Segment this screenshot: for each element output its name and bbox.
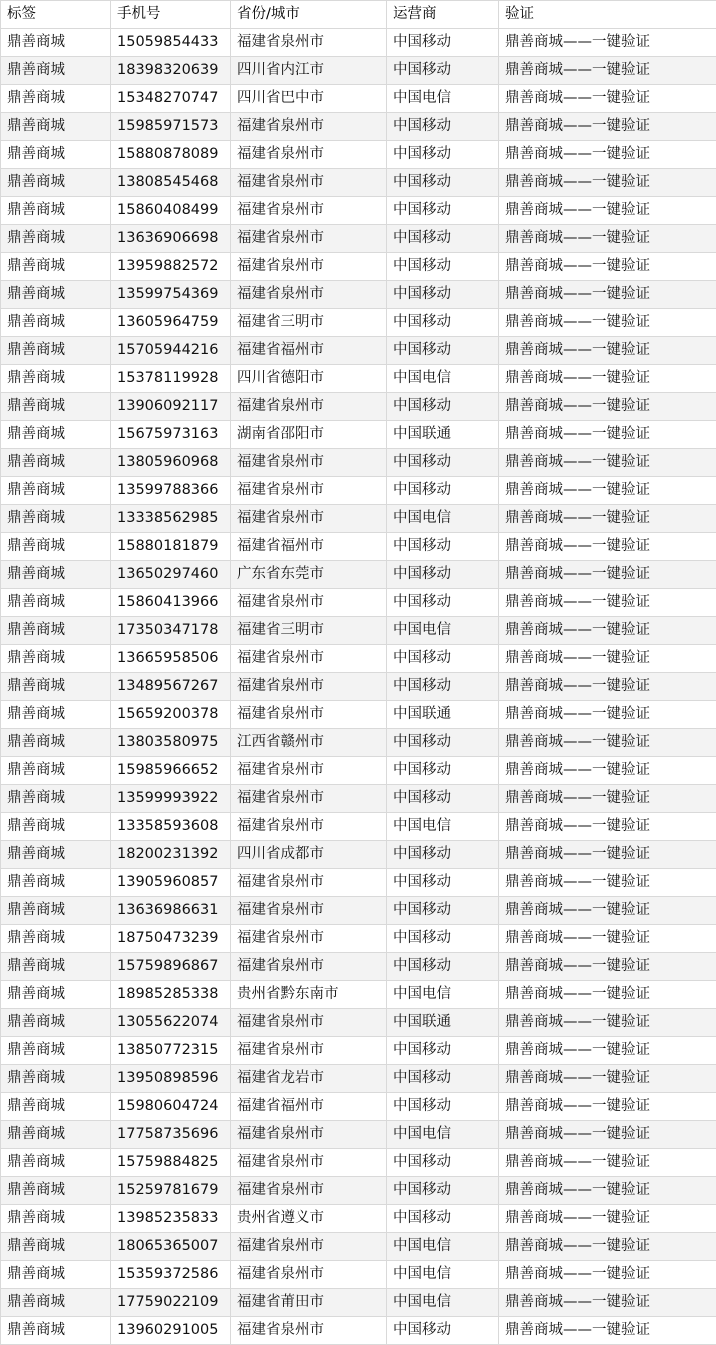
cell-verify[interactable]: 鼎善商城——一键验证 [499, 113, 716, 141]
cell-label[interactable]: 鼎善商城 [1, 617, 111, 645]
column-header-4[interactable]: 验证 [499, 1, 716, 29]
table-row[interactable] [1, 953, 716, 981]
cell-carrier[interactable]: 中国移动 [387, 253, 499, 281]
cell-carrier[interactable]: 中国移动 [387, 393, 499, 421]
table-row[interactable] [1, 365, 716, 393]
table-row[interactable] [1, 253, 716, 281]
cell-label[interactable]: 鼎善商城 [1, 1121, 111, 1149]
cell-carrier[interactable]: 中国移动 [387, 561, 499, 589]
cell-phone[interactable]: 15860413966 [111, 589, 231, 617]
cell-verify[interactable]: 鼎善商城——一键验证 [499, 169, 716, 197]
cell-verify[interactable]: 鼎善商城——一键验证 [499, 1317, 716, 1345]
cell-verify[interactable]: 鼎善商城——一键验证 [499, 841, 716, 869]
cell-verify[interactable]: 鼎善商城——一键验证 [499, 617, 716, 645]
cell-carrier[interactable]: 中国移动 [387, 197, 499, 225]
cell-phone[interactable]: 13338562985 [111, 505, 231, 533]
cell-verify[interactable]: 鼎善商城——一键验证 [499, 449, 716, 477]
cell-carrier[interactable]: 中国移动 [387, 673, 499, 701]
cell-label[interactable]: 鼎善商城 [1, 141, 111, 169]
table-row[interactable] [1, 841, 716, 869]
cell-region[interactable]: 福建省泉州市 [231, 225, 387, 253]
table-row[interactable] [1, 449, 716, 477]
cell-carrier[interactable]: 中国移动 [387, 785, 499, 813]
cell-carrier[interactable]: 中国移动 [387, 449, 499, 477]
cell-verify[interactable]: 鼎善商城——一键验证 [499, 729, 716, 757]
cell-verify[interactable]: 鼎善商城——一键验证 [499, 561, 716, 589]
cell-carrier[interactable]: 中国移动 [387, 1037, 499, 1065]
cell-carrier[interactable]: 中国联通 [387, 421, 499, 449]
cell-label[interactable]: 鼎善商城 [1, 673, 111, 701]
cell-verify[interactable]: 鼎善商城——一键验证 [499, 393, 716, 421]
cell-phone[interactable]: 15378119928 [111, 365, 231, 393]
cell-label[interactable]: 鼎善商城 [1, 449, 111, 477]
cell-label[interactable]: 鼎善商城 [1, 589, 111, 617]
cell-phone[interactable]: 13605964759 [111, 309, 231, 337]
cell-carrier[interactable]: 中国移动 [387, 1177, 499, 1205]
cell-phone[interactable]: 15880181879 [111, 533, 231, 561]
cell-verify[interactable]: 鼎善商城——一键验证 [499, 981, 716, 1009]
cell-phone[interactable]: 13950898596 [111, 1065, 231, 1093]
cell-region[interactable]: 福建省福州市 [231, 337, 387, 365]
cell-verify[interactable]: 鼎善商城——一键验证 [499, 85, 716, 113]
cell-phone[interactable]: 15705944216 [111, 337, 231, 365]
table-row[interactable] [1, 617, 716, 645]
cell-phone[interactable]: 13636906698 [111, 225, 231, 253]
cell-verify[interactable]: 鼎善商城——一键验证 [499, 1121, 716, 1149]
cell-verify[interactable]: 鼎善商城——一键验证 [499, 1065, 716, 1093]
table-row[interactable] [1, 477, 716, 505]
cell-label[interactable]: 鼎善商城 [1, 253, 111, 281]
cell-phone[interactable]: 13805960968 [111, 449, 231, 477]
cell-label[interactable]: 鼎善商城 [1, 561, 111, 589]
cell-phone[interactable]: 18200231392 [111, 841, 231, 869]
table-row[interactable] [1, 337, 716, 365]
cell-carrier[interactable]: 中国移动 [387, 1317, 499, 1345]
cell-label[interactable]: 鼎善商城 [1, 1093, 111, 1121]
cell-verify[interactable]: 鼎善商城——一键验证 [499, 225, 716, 253]
cell-carrier[interactable]: 中国移动 [387, 29, 499, 57]
cell-carrier[interactable]: 中国移动 [387, 337, 499, 365]
cell-region[interactable]: 福建省泉州市 [231, 869, 387, 897]
table-row[interactable] [1, 309, 716, 337]
cell-phone[interactable]: 15860408499 [111, 197, 231, 225]
cell-label[interactable]: 鼎善商城 [1, 1065, 111, 1093]
table-header-row [1, 1, 716, 29]
cell-verify[interactable]: 鼎善商城——一键验证 [499, 645, 716, 673]
cell-carrier[interactable]: 中国移动 [387, 757, 499, 785]
cell-label[interactable]: 鼎善商城 [1, 757, 111, 785]
cell-carrier[interactable]: 中国电信 [387, 1289, 499, 1317]
cell-phone[interactable]: 13959882572 [111, 253, 231, 281]
cell-label[interactable]: 鼎善商城 [1, 281, 111, 309]
cell-label[interactable]: 鼎善商城 [1, 701, 111, 729]
cell-verify[interactable]: 鼎善商城——一键验证 [499, 1289, 716, 1317]
table-row[interactable] [1, 1289, 716, 1317]
cell-verify[interactable]: 鼎善商城——一键验证 [499, 813, 716, 841]
cell-region[interactable]: 福建省泉州市 [231, 897, 387, 925]
cell-region[interactable]: 福建省泉州市 [231, 813, 387, 841]
cell-carrier[interactable]: 中国移动 [387, 1205, 499, 1233]
cell-label[interactable]: 鼎善商城 [1, 169, 111, 197]
cell-phone[interactable]: 15348270747 [111, 85, 231, 113]
cell-label[interactable]: 鼎善商城 [1, 421, 111, 449]
table-row[interactable] [1, 141, 716, 169]
cell-region[interactable]: 福建省泉州市 [231, 1037, 387, 1065]
cell-carrier[interactable]: 中国移动 [387, 897, 499, 925]
table-row[interactable] [1, 533, 716, 561]
cell-carrier[interactable]: 中国移动 [387, 1149, 499, 1177]
cell-phone[interactable]: 13803580975 [111, 729, 231, 757]
cell-carrier[interactable]: 中国电信 [387, 1121, 499, 1149]
cell-label[interactable]: 鼎善商城 [1, 113, 111, 141]
cell-phone[interactable]: 15675973163 [111, 421, 231, 449]
cell-carrier[interactable]: 中国联通 [387, 1009, 499, 1037]
cell-carrier[interactable]: 中国移动 [387, 57, 499, 85]
cell-carrier[interactable]: 中国移动 [387, 841, 499, 869]
cell-region[interactable]: 福建省泉州市 [231, 1009, 387, 1037]
cell-phone[interactable]: 13808545468 [111, 169, 231, 197]
cell-phone[interactable]: 17350347178 [111, 617, 231, 645]
cell-region[interactable]: 福建省泉州市 [231, 1121, 387, 1149]
cell-phone[interactable]: 15985971573 [111, 113, 231, 141]
cell-carrier[interactable]: 中国移动 [387, 281, 499, 309]
table-row[interactable] [1, 1093, 716, 1121]
cell-region[interactable]: 福建省泉州市 [231, 953, 387, 981]
cell-region[interactable]: 福建省泉州市 [231, 645, 387, 673]
table-row[interactable] [1, 1121, 716, 1149]
cell-region[interactable]: 湖南省邵阳市 [231, 421, 387, 449]
table-row[interactable] [1, 197, 716, 225]
table-row[interactable] [1, 785, 716, 813]
cell-verify[interactable]: 鼎善商城——一键验证 [499, 953, 716, 981]
cell-label[interactable]: 鼎善商城 [1, 337, 111, 365]
cell-verify[interactable]: 鼎善商城——一键验证 [499, 337, 716, 365]
table-row[interactable] [1, 1205, 716, 1233]
cell-phone[interactable]: 17759022109 [111, 1289, 231, 1317]
cell-verify[interactable]: 鼎善商城——一键验证 [499, 1177, 716, 1205]
cell-label[interactable]: 鼎善商城 [1, 785, 111, 813]
cell-verify[interactable]: 鼎善商城——一键验证 [499, 1233, 716, 1261]
cell-region[interactable]: 福建省泉州市 [231, 253, 387, 281]
cell-phone[interactable]: 13599754369 [111, 281, 231, 309]
cell-phone[interactable]: 15059854433 [111, 29, 231, 57]
cell-label[interactable]: 鼎善商城 [1, 897, 111, 925]
cell-label[interactable]: 鼎善商城 [1, 1261, 111, 1289]
cell-carrier[interactable]: 中国移动 [387, 729, 499, 757]
cell-verify[interactable]: 鼎善商城——一键验证 [499, 925, 716, 953]
cell-phone[interactable]: 13985235833 [111, 1205, 231, 1233]
cell-region[interactable]: 福建省泉州市 [231, 1149, 387, 1177]
cell-label[interactable]: 鼎善商城 [1, 1289, 111, 1317]
cell-verify[interactable]: 鼎善商城——一键验证 [499, 197, 716, 225]
cell-carrier[interactable]: 中国电信 [387, 1261, 499, 1289]
cell-phone[interactable]: 15880878089 [111, 141, 231, 169]
table-row[interactable] [1, 1149, 716, 1177]
cell-label[interactable]: 鼎善商城 [1, 533, 111, 561]
cell-verify[interactable]: 鼎善商城——一键验证 [499, 365, 716, 393]
table-row[interactable] [1, 729, 716, 757]
cell-region[interactable]: 福建省福州市 [231, 533, 387, 561]
cell-region[interactable]: 福建省泉州市 [231, 505, 387, 533]
cell-verify[interactable]: 鼎善商城——一键验证 [499, 57, 716, 85]
cell-phone[interactable]: 15759884825 [111, 1149, 231, 1177]
cell-phone[interactable]: 13650297460 [111, 561, 231, 589]
cell-label[interactable]: 鼎善商城 [1, 309, 111, 337]
cell-region[interactable]: 福建省泉州市 [231, 281, 387, 309]
cell-verify[interactable]: 鼎善商城——一键验证 [499, 477, 716, 505]
cell-label[interactable]: 鼎善商城 [1, 29, 111, 57]
cell-region[interactable]: 福建省泉州市 [231, 141, 387, 169]
cell-label[interactable]: 鼎善商城 [1, 477, 111, 505]
cell-phone[interactable]: 15259781679 [111, 1177, 231, 1205]
table-row[interactable] [1, 869, 716, 897]
table-row[interactable] [1, 897, 716, 925]
cell-region[interactable]: 福建省泉州市 [231, 449, 387, 477]
table-row[interactable] [1, 701, 716, 729]
table-row[interactable] [1, 225, 716, 253]
cell-region[interactable]: 福建省泉州市 [231, 673, 387, 701]
cell-label[interactable]: 鼎善商城 [1, 869, 111, 897]
cell-verify[interactable]: 鼎善商城——一键验证 [499, 869, 716, 897]
cell-label[interactable]: 鼎善商城 [1, 729, 111, 757]
cell-region[interactable]: 四川省德阳市 [231, 365, 387, 393]
table-row[interactable] [1, 813, 716, 841]
cell-carrier[interactable]: 中国移动 [387, 309, 499, 337]
cell-phone[interactable]: 13906092117 [111, 393, 231, 421]
cell-verify[interactable]: 鼎善商城——一键验证 [499, 785, 716, 813]
cell-phone[interactable]: 13665958506 [111, 645, 231, 673]
cell-verify[interactable]: 鼎善商城——一键验证 [499, 1009, 716, 1037]
cell-region[interactable]: 福建省龙岩市 [231, 1065, 387, 1093]
cell-phone[interactable]: 13055622074 [111, 1009, 231, 1037]
cell-carrier[interactable]: 中国联通 [387, 701, 499, 729]
cell-carrier[interactable]: 中国移动 [387, 645, 499, 673]
table-row[interactable] [1, 1177, 716, 1205]
table-row[interactable] [1, 589, 716, 617]
cell-verify[interactable]: 鼎善商城——一键验证 [499, 1261, 716, 1289]
cell-label[interactable]: 鼎善商城 [1, 1149, 111, 1177]
cell-region[interactable]: 福建省莆田市 [231, 1289, 387, 1317]
cell-region[interactable]: 福建省泉州市 [231, 1261, 387, 1289]
cell-carrier[interactable]: 中国移动 [387, 953, 499, 981]
cell-label[interactable]: 鼎善商城 [1, 1177, 111, 1205]
cell-carrier[interactable]: 中国电信 [387, 365, 499, 393]
cell-carrier[interactable]: 中国电信 [387, 617, 499, 645]
cell-region[interactable]: 四川省成都市 [231, 841, 387, 869]
table-row[interactable] [1, 85, 716, 113]
cell-carrier[interactable]: 中国移动 [387, 925, 499, 953]
cell-phone[interactable]: 13358593608 [111, 813, 231, 841]
cell-region[interactable]: 福建省泉州市 [231, 113, 387, 141]
cell-verify[interactable]: 鼎善商城——一键验证 [499, 309, 716, 337]
cell-region[interactable]: 福建省泉州市 [231, 393, 387, 421]
cell-phone[interactable]: 18750473239 [111, 925, 231, 953]
cell-carrier[interactable]: 中国电信 [387, 981, 499, 1009]
cell-region[interactable]: 四川省内江市 [231, 57, 387, 85]
cell-carrier[interactable]: 中国移动 [387, 225, 499, 253]
cell-region[interactable]: 贵州省黔东南市 [231, 981, 387, 1009]
cell-label[interactable]: 鼎善商城 [1, 365, 111, 393]
table-row[interactable] [1, 1261, 716, 1289]
cell-phone[interactable]: 15759896867 [111, 953, 231, 981]
cell-carrier[interactable]: 中国移动 [387, 141, 499, 169]
cell-region[interactable]: 贵州省遵义市 [231, 1205, 387, 1233]
column-header-2[interactable]: 省份/城市 [231, 1, 387, 29]
table-header [1, 1, 716, 29]
table-row[interactable] [1, 29, 716, 57]
cell-phone[interactable]: 13599788366 [111, 477, 231, 505]
cell-carrier[interactable]: 中国移动 [387, 477, 499, 505]
table-row[interactable] [1, 1037, 716, 1065]
cell-region[interactable]: 福建省泉州市 [231, 925, 387, 953]
table-row[interactable] [1, 169, 716, 197]
cell-carrier[interactable]: 中国移动 [387, 1065, 499, 1093]
cell-phone[interactable]: 18985285338 [111, 981, 231, 1009]
cell-verify[interactable]: 鼎善商城——一键验证 [499, 757, 716, 785]
cell-phone[interactable]: 15985966652 [111, 757, 231, 785]
cell-region[interactable]: 福建省泉州市 [231, 29, 387, 57]
table-row[interactable] [1, 393, 716, 421]
cell-carrier[interactable]: 中国电信 [387, 85, 499, 113]
cell-carrier[interactable]: 中国移动 [387, 113, 499, 141]
cell-region[interactable]: 江西省赣州市 [231, 729, 387, 757]
cell-region[interactable]: 福建省泉州市 [231, 477, 387, 505]
cell-label[interactable]: 鼎善商城 [1, 925, 111, 953]
table-row[interactable] [1, 1233, 716, 1261]
cell-carrier[interactable]: 中国移动 [387, 169, 499, 197]
cell-verify[interactable]: 鼎善商城——一键验证 [499, 253, 716, 281]
table-row[interactable] [1, 561, 716, 589]
cell-carrier[interactable]: 中国移动 [387, 1093, 499, 1121]
cell-label[interactable]: 鼎善商城 [1, 57, 111, 85]
cell-verify[interactable]: 鼎善商城——一键验证 [499, 29, 716, 57]
cell-phone[interactable]: 13960291005 [111, 1317, 231, 1345]
cell-carrier[interactable]: 中国电信 [387, 813, 499, 841]
cell-verify[interactable]: 鼎善商城——一键验证 [499, 1093, 716, 1121]
cell-label[interactable]: 鼎善商城 [1, 197, 111, 225]
cell-carrier[interactable]: 中国移动 [387, 533, 499, 561]
table-row[interactable] [1, 505, 716, 533]
table-row[interactable] [1, 925, 716, 953]
cell-carrier[interactable]: 中国移动 [387, 589, 499, 617]
cell-region[interactable]: 福建省福州市 [231, 1093, 387, 1121]
table-row[interactable] [1, 281, 716, 309]
cell-label[interactable]: 鼎善商城 [1, 1205, 111, 1233]
cell-verify[interactable]: 鼎善商城——一键验证 [499, 1205, 716, 1233]
cell-label[interactable]: 鼎善商城 [1, 953, 111, 981]
cell-verify[interactable]: 鼎善商城——一键验证 [499, 673, 716, 701]
table-row[interactable] [1, 113, 716, 141]
cell-region[interactable]: 福建省泉州市 [231, 785, 387, 813]
table-row[interactable] [1, 1065, 716, 1093]
cell-carrier[interactable]: 中国电信 [387, 505, 499, 533]
cell-label[interactable]: 鼎善商城 [1, 85, 111, 113]
cell-region[interactable]: 福建省泉州市 [231, 1233, 387, 1261]
cell-verify[interactable]: 鼎善商城——一键验证 [499, 505, 716, 533]
cell-phone[interactable]: 15659200378 [111, 701, 231, 729]
cell-verify[interactable]: 鼎善商城——一键验证 [499, 281, 716, 309]
cell-region[interactable]: 广东省东莞市 [231, 561, 387, 589]
cell-phone[interactable]: 13599993922 [111, 785, 231, 813]
column-header-3[interactable]: 运营商 [387, 1, 499, 29]
column-header-0[interactable]: 标签 [1, 1, 111, 29]
table-row[interactable] [1, 673, 716, 701]
table-row[interactable] [1, 1317, 716, 1345]
cell-region[interactable]: 福建省三明市 [231, 617, 387, 645]
cell-phone[interactable]: 13850772315 [111, 1037, 231, 1065]
cell-region[interactable]: 福建省泉州市 [231, 701, 387, 729]
cell-region[interactable]: 福建省泉州市 [231, 589, 387, 617]
cell-verify[interactable]: 鼎善商城——一键验证 [499, 701, 716, 729]
table-body [1, 29, 716, 1345]
cell-phone[interactable]: 15359372586 [111, 1261, 231, 1289]
cell-region[interactable]: 福建省泉州市 [231, 169, 387, 197]
cell-phone[interactable]: 13636986631 [111, 897, 231, 925]
cell-label[interactable]: 鼎善商城 [1, 813, 111, 841]
column-header-1[interactable]: 手机号 [111, 1, 231, 29]
table-row[interactable] [1, 981, 716, 1009]
cell-verify[interactable]: 鼎善商城——一键验证 [499, 1037, 716, 1065]
table-row[interactable] [1, 757, 716, 785]
cell-verify[interactable]: 鼎善商城——一键验证 [499, 533, 716, 561]
cell-region[interactable]: 四川省巴中市 [231, 85, 387, 113]
cell-label[interactable]: 鼎善商城 [1, 1037, 111, 1065]
cell-phone[interactable]: 18065365007 [111, 1233, 231, 1261]
cell-label[interactable]: 鼎善商城 [1, 1233, 111, 1261]
cell-verify[interactable]: 鼎善商城——一键验证 [499, 1149, 716, 1177]
cell-label[interactable]: 鼎善商城 [1, 1009, 111, 1037]
cell-carrier[interactable]: 中国移动 [387, 869, 499, 897]
cell-label[interactable]: 鼎善商城 [1, 645, 111, 673]
cell-region[interactable]: 福建省泉州市 [231, 757, 387, 785]
cell-region[interactable]: 福建省泉州市 [231, 197, 387, 225]
cell-label[interactable]: 鼎善商城 [1, 393, 111, 421]
cell-label[interactable]: 鼎善商城 [1, 225, 111, 253]
cell-label[interactable]: 鼎善商城 [1, 505, 111, 533]
table-row[interactable] [1, 645, 716, 673]
cell-label[interactable]: 鼎善商城 [1, 981, 111, 1009]
cell-phone[interactable]: 13489567267 [111, 673, 231, 701]
cell-label[interactable]: 鼎善商城 [1, 841, 111, 869]
table-row[interactable] [1, 57, 716, 85]
cell-label[interactable]: 鼎善商城 [1, 1317, 111, 1345]
cell-verify[interactable]: 鼎善商城——一键验证 [499, 897, 716, 925]
cell-phone[interactable]: 15980604724 [111, 1093, 231, 1121]
cell-carrier[interactable]: 中国电信 [387, 1233, 499, 1261]
table-row[interactable] [1, 1009, 716, 1037]
cell-phone[interactable]: 18398320639 [111, 57, 231, 85]
cell-phone[interactable]: 13905960857 [111, 869, 231, 897]
cell-verify[interactable]: 鼎善商城——一键验证 [499, 141, 716, 169]
cell-verify[interactable]: 鼎善商城——一键验证 [499, 589, 716, 617]
cell-verify[interactable]: 鼎善商城——一键验证 [499, 421, 716, 449]
cell-region[interactable]: 福建省泉州市 [231, 1177, 387, 1205]
table-row[interactable] [1, 421, 716, 449]
cell-region[interactable]: 福建省三明市 [231, 309, 387, 337]
cell-phone[interactable]: 17758735696 [111, 1121, 231, 1149]
cell-region[interactable]: 福建省泉州市 [231, 1317, 387, 1345]
